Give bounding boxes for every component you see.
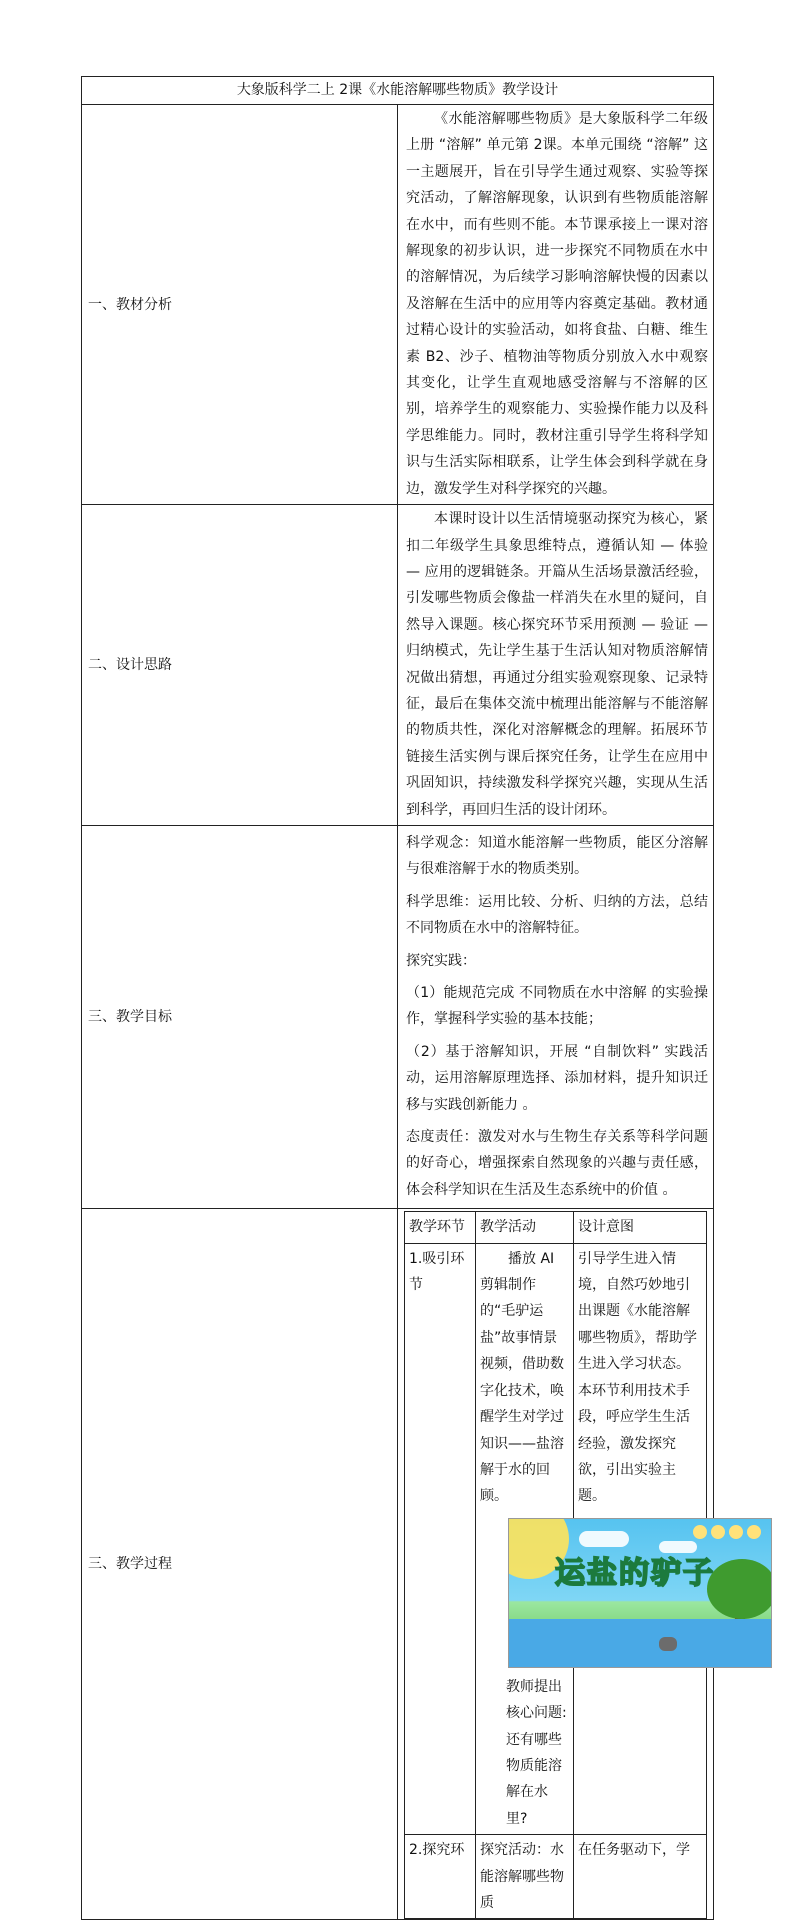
video-caption: 运盐的驴子 xyxy=(555,1555,715,1591)
smile-icon xyxy=(729,1525,743,1539)
tree-icon xyxy=(707,1559,772,1619)
teaching-process-cell xyxy=(398,1209,714,1920)
lesson-plan-page xyxy=(81,76,714,1920)
intent-explore: 在任务驱动下，学 xyxy=(574,1835,707,1919)
goal-line-thinking: 科学思维：运用比较、分析、归纳的方法，总结不同物质在水中的溶解特征。 xyxy=(406,893,708,937)
teaching-process-label: 三、教学过程 xyxy=(82,1209,398,1920)
teaching-process-row xyxy=(82,1209,714,1920)
cloud-icon xyxy=(659,1541,697,1553)
design-idea-label: 二、设计思路 xyxy=(82,505,398,826)
goal-line-concept: 科学观念：知道水能溶解一些物质，能区分溶解与很难溶解于水的物质类别。 xyxy=(406,834,708,878)
stage-explore: 2.探究环 xyxy=(405,1835,476,1919)
process-table xyxy=(404,1211,715,1919)
activity-attract-text: 播放 AI 剪辑制作的“毛驴运盐”故事情景视频，借助数字化技术，唤醒学生对学过知识——盐溶解于水的回顾。 xyxy=(480,1250,564,1505)
material-analysis-label: 一、教材分析 xyxy=(82,105,398,505)
teaching-goals-label: 三、教学目标 xyxy=(82,825,398,1208)
header-intent: 设计意图 xyxy=(574,1212,707,1243)
design-idea-cell xyxy=(398,505,714,826)
material-analysis-row xyxy=(82,105,714,505)
activity-explore: 探究活动：水能溶解哪些物质 xyxy=(476,1835,574,1919)
title-row xyxy=(82,77,714,105)
header-activity: 教学活动 xyxy=(476,1212,574,1243)
lesson-plan-table xyxy=(81,76,714,1920)
design-idea-text: 本课时设计以生活情境驱动探究为核心，紧扣二年级学生具象思维特点，遵循认知 — 体验 — 应用的逻辑链条。开篇从生活场景激活经验，引发哪些物质会像盐一样消失在水里的疑问，自然导入课题。核心探究环节采用预测 — 验证 — 归纳模式，先让学生基于生活认知对物质溶解情况做出猜想，再通过分组实验观察现象、记录特征，最后在集体交流中梳理出能溶解与不能溶解的物质共性，深化对溶解概念的理解。拓展环节链接生活实例与课后探究任务，让学生在应用中巩固知识，持续激发科学探究兴趣，实现从生活到科学，再回归生活的设计闭环。 xyxy=(406,511,708,818)
document-title: 大象版科学二上 2课《水能溶解哪些物质》教学设计 xyxy=(82,77,714,105)
process-header-row xyxy=(405,1212,707,1243)
material-analysis-text: 《水能溶解哪些物质》是大象版科学二年级上册 “溶解” 单元第 2课。本单元围绕 “溶解” 这一主题展开，旨在引导学生通过观察、实验等探究活动，了解溶解现象，认识到有些物质能溶解在水中，而有些则不能。本节课承接上一课对溶解现象的初步认识，进一步探究不同物质在水中的溶解情况，为后续学习影响溶解快慢的因素以及溶解在生活中的应用等内容奠定基础。教材通过精心设计的实验活动，如将食盐、白糖、维生素 B2、沙子、植物油等物质分别放入水中观察其变化，让学生直观地感受溶解与不溶解的区别，培养学生的观察能力、实验操作能力以及科学思维能力。同时，教材注重引导学生将科学知识与生活实际相联系，让学生体会到科学就在身边，激发学生对科学探究的兴趣。 xyxy=(406,111,708,497)
material-analysis-cell xyxy=(398,105,714,505)
design-idea-row xyxy=(82,505,714,826)
intent-attract: 引导学生进入情境，自然巧妙地引出课题《水能溶解哪些物质》，帮助学生进入学习状态。本环节利用技术手段，呼应学生生活经验，激发探究欲，引出实验主题。 xyxy=(574,1243,707,1835)
teaching-goals-row xyxy=(82,825,714,1208)
goal-line-practice: 探究实践： xyxy=(406,952,476,969)
stage-attract: 1.吸引环节 xyxy=(405,1243,476,1835)
process-row-explore xyxy=(405,1835,707,1919)
smile-icon xyxy=(711,1525,725,1539)
header-stage: 教学环节 xyxy=(405,1212,476,1243)
process-row-attract xyxy=(405,1243,707,1835)
smile-icon xyxy=(747,1525,761,1539)
smile-icon xyxy=(693,1525,707,1539)
teaching-goals-cell xyxy=(398,825,714,1208)
story-video-thumbnail[interactable] xyxy=(508,1518,772,1668)
goal-line-attitude: 态度责任：激发对水与生物生存关系等科学问题的好奇心，增强探索自然现象的兴趣与责任感，体会科学知识在生活及生态系统中的价值 。 xyxy=(406,1129,708,1198)
donkey-icon xyxy=(659,1637,677,1651)
core-question: 教师提出核心问题: 还有哪些物质能溶解在水里? xyxy=(506,1678,567,1827)
goal-line-practice-2: （2）基于溶解知识，开展 “自制饮料” 实践活动，运用溶解原理选择、添加材料，提升知识迁移与实践创新能力 。 xyxy=(406,1043,708,1113)
goal-line-practice-1: （1）能规范完成 不同物质在水中溶解 的实验操作，掌握科学实验的基本技能； xyxy=(406,985,708,1028)
river-shape xyxy=(509,1619,771,1667)
cloud-icon xyxy=(579,1531,629,1547)
video-toolbar xyxy=(693,1525,761,1539)
